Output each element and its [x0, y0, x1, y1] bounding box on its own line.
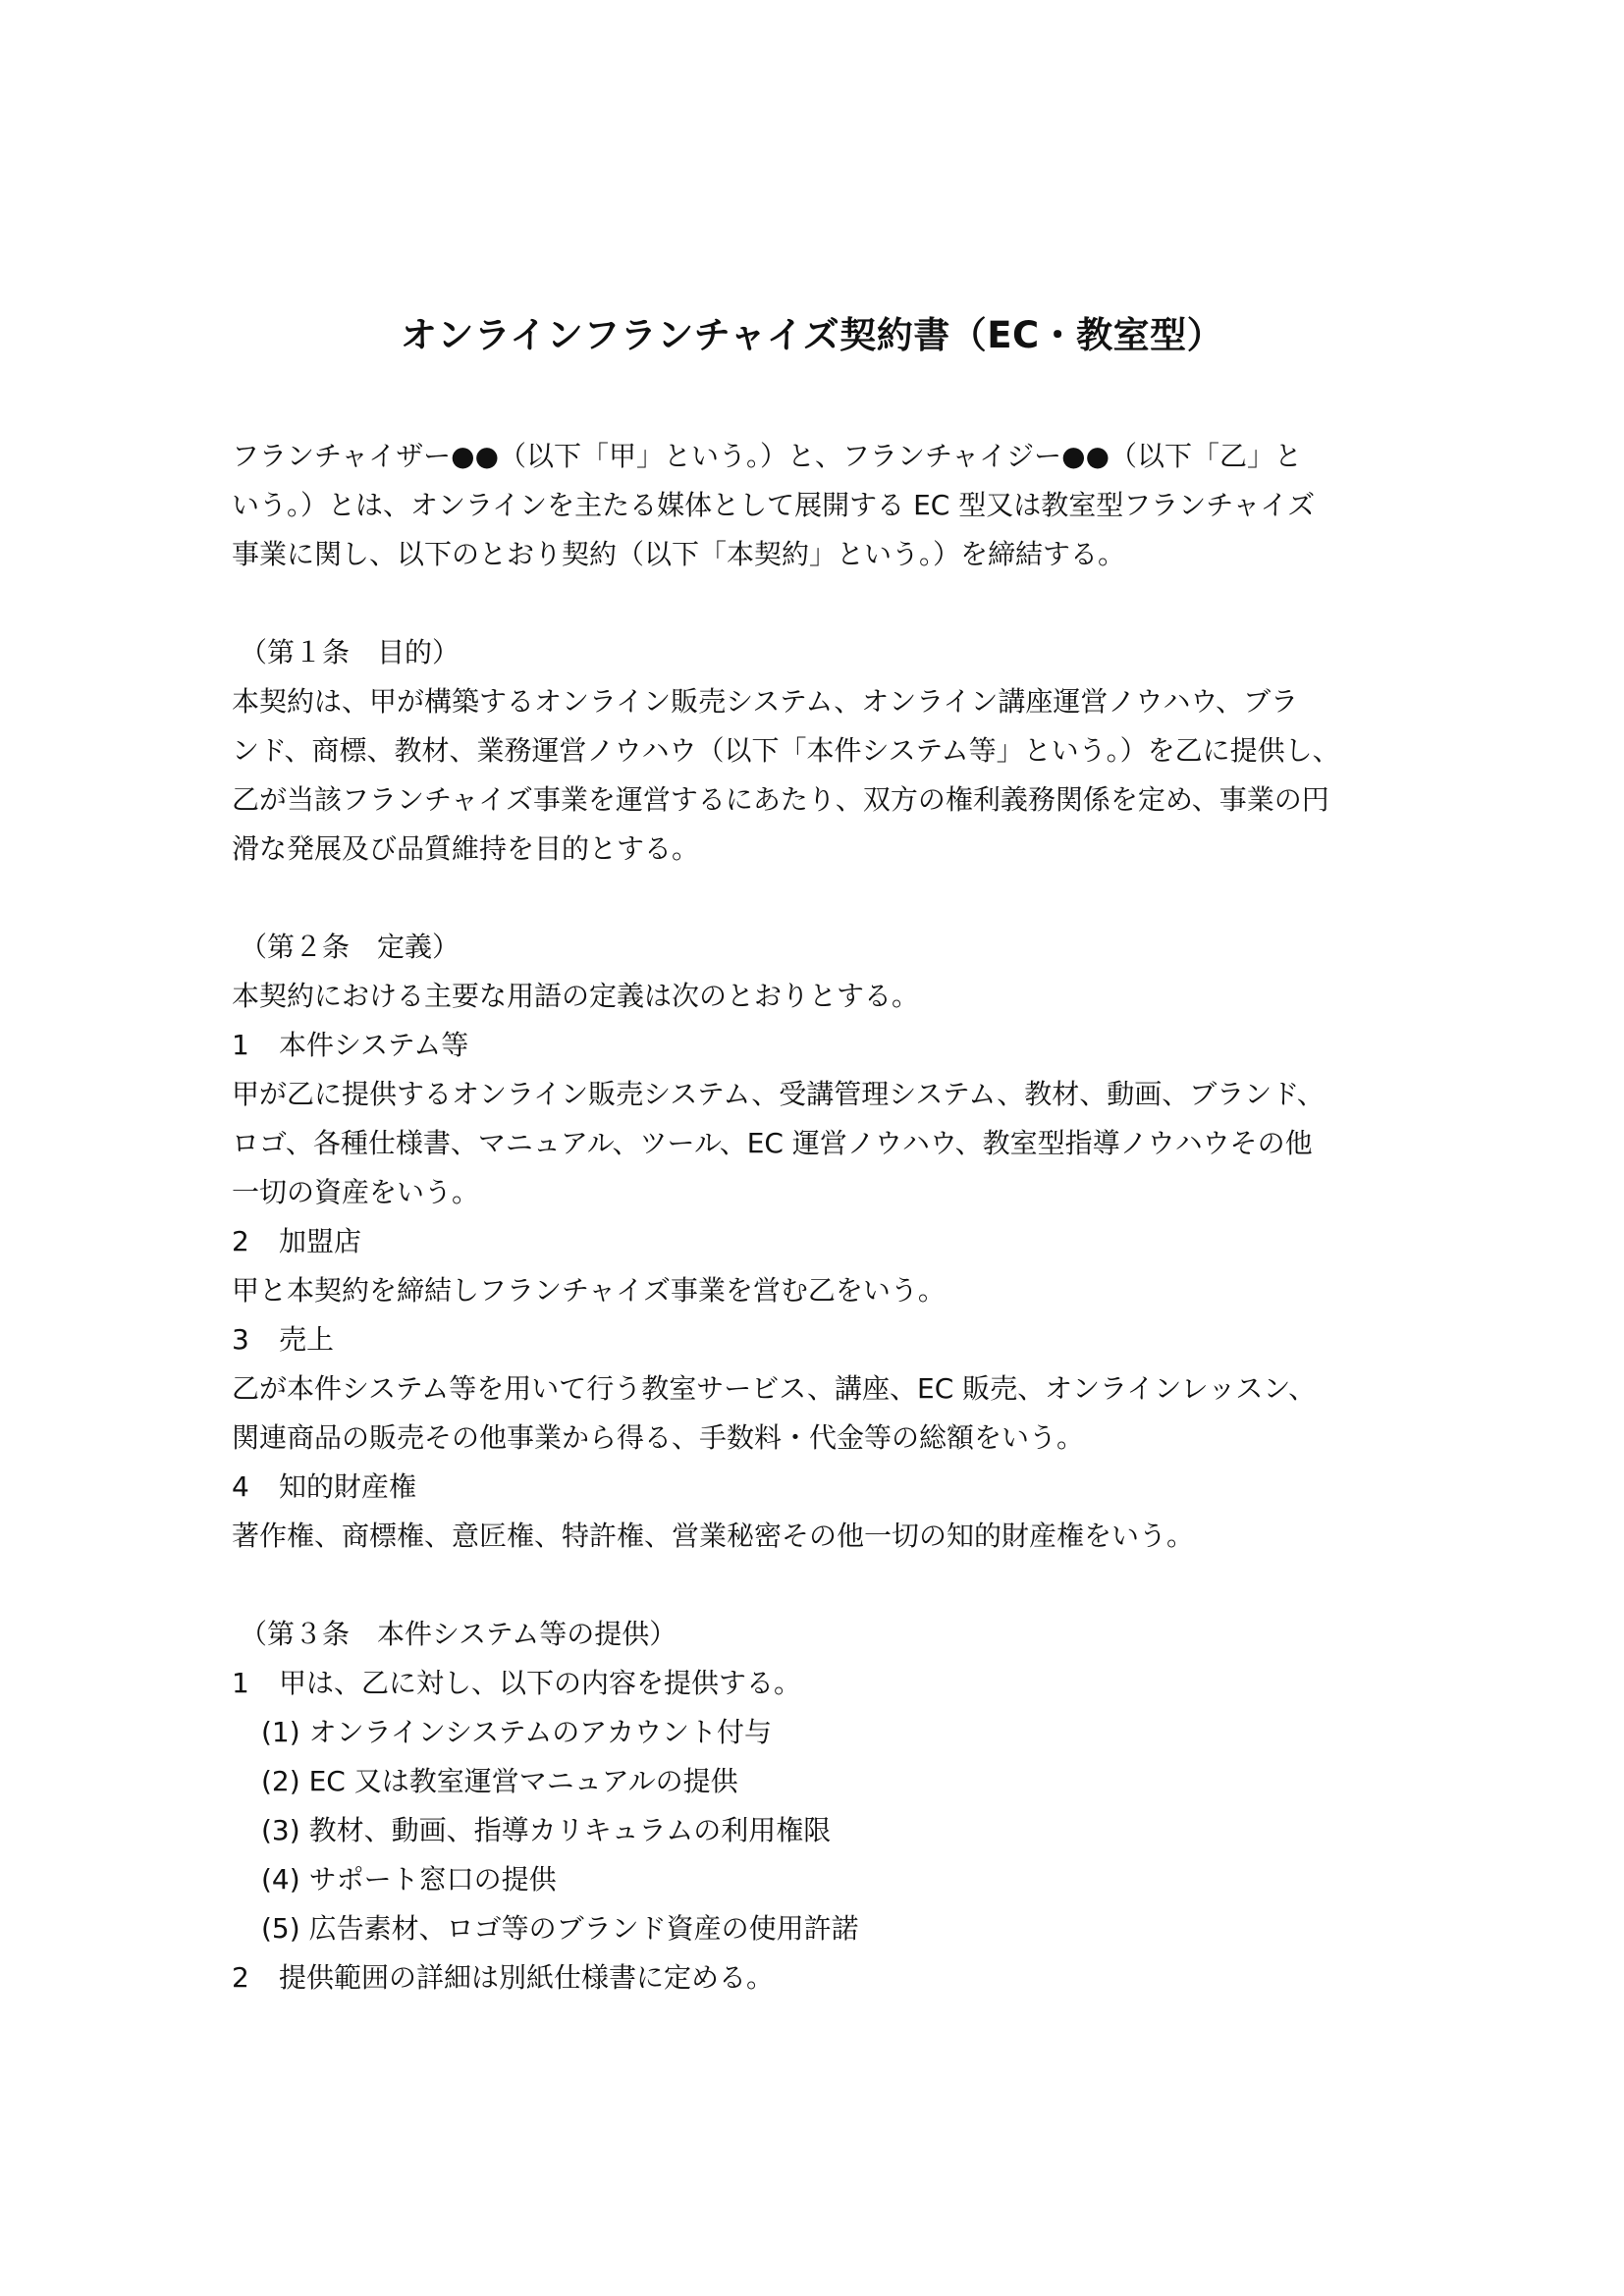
provision-item: (3) 教材、動画、指導カリキュラムの利用権限: [261, 1814, 832, 1846]
term-definition: 著作権、商標権、意匠権、特許権、営業秘密その他一切の知的財産権をいう。: [232, 1520, 1195, 1552]
article-3-heading: （第３条 本件システム等の提供）: [240, 1618, 677, 1650]
term-number: 1: [232, 1029, 249, 1061]
article-1-text: 乙が当該フランチャイズ事業を運営するにあたり、双方の権利義務関係を定め、事業の円: [232, 783, 1329, 816]
term-number: 4: [232, 1470, 249, 1503]
provision-item: (4) サポート窓口の提供: [261, 1863, 557, 1896]
article-2-heading: （第２条 定義）: [240, 931, 460, 963]
term-definition: 一切の資産をいう。: [232, 1176, 480, 1208]
article-1-text: 滑な発展及び品質維持を目的とする。: [232, 832, 700, 865]
document-title: オンラインフランチャイズ契約書（EC・教室型）: [400, 314, 1224, 356]
term-definition: 乙が本件システム等を用いて行う教室サービス、講座、EC 販売、オンラインレッスン、: [232, 1372, 1317, 1405]
term-number: 2: [232, 1225, 249, 1257]
term-label: 本件システム等: [279, 1029, 469, 1061]
clause-text: 提供範囲の詳細は別紙仕様書に定める。: [279, 1961, 775, 1994]
term-definition: 甲と本契約を締結しフランチャイズ事業を営む乙をいう。: [232, 1274, 946, 1307]
clause-number: 2: [232, 1961, 249, 1994]
provision-item: (5) 広告素材、ロゴ等のブランド資産の使用許諾: [261, 1912, 859, 1945]
preamble: [232, 432, 1410, 579]
term-label: 知的財産権: [279, 1470, 417, 1503]
provision-item: (1) オンラインシステムのアカウント付与: [261, 1716, 772, 1748]
article-3: [232, 1610, 1410, 2002]
spacer: [232, 579, 1410, 628]
term-definition: 関連商品の販売その他事業から得る、手数料・代金等の総額をいう。: [232, 1421, 1085, 1454]
article-1: [232, 628, 1410, 874]
clause-1: [232, 1659, 1410, 1708]
term-heading: [232, 1021, 1410, 1070]
spacer: [232, 1561, 1410, 1610]
preamble-line: 事業に関し、以下のとおり契約（以下「本契約」という。）を締結する。: [232, 538, 1126, 570]
article-1-text: 本契約は、甲が構築するオンライン販売システム、オンライン講座運営ノウハウ、ブラ: [232, 685, 1299, 718]
clause-number: 1: [232, 1667, 249, 1699]
article-2-intro: 本契約における主要な用語の定義は次のとおりとする。: [232, 980, 920, 1012]
clause-2: [232, 1953, 1410, 2002]
provision-item: (2) EC 又は教室運営マニュアルの提供: [261, 1765, 738, 1797]
document-body: [232, 432, 1410, 2002]
article-2: [232, 923, 1410, 1561]
term-number: 3: [232, 1323, 249, 1356]
term-label: 売上: [279, 1323, 335, 1356]
term-heading: [232, 1315, 1410, 1364]
term-label: 加盟店: [279, 1225, 362, 1257]
preamble-line: フランチャイザー●●（以下「甲」という。）と、フランチャイジー●●（以下「乙」と: [232, 440, 1303, 472]
clause-text: 甲は、乙に対し、以下の内容を提供する。: [279, 1667, 802, 1699]
term-definition: ロゴ、各種仕様書、マニュアル、ツール、EC 運営ノウハウ、教室型指導ノウハウその他: [232, 1127, 1313, 1159]
article-1-text: ンド、商標、教材、業務運営ノウハウ（以下「本件システム等」という。）を乙に提供し、: [232, 734, 1340, 767]
term-definition: 甲が乙に提供するオンライン販売システム、受講管理システム、教材、動画、ブランド、: [232, 1078, 1325, 1110]
article-1-heading: （第１条 目的）: [240, 636, 460, 668]
spacer: [232, 874, 1410, 923]
term-heading: [232, 1217, 1410, 1266]
term-heading: [232, 1463, 1410, 1512]
preamble-line: いう。）とは、オンラインを主たる媒体として展開する EC 型又は教室型フランチャイズ: [232, 489, 1316, 521]
